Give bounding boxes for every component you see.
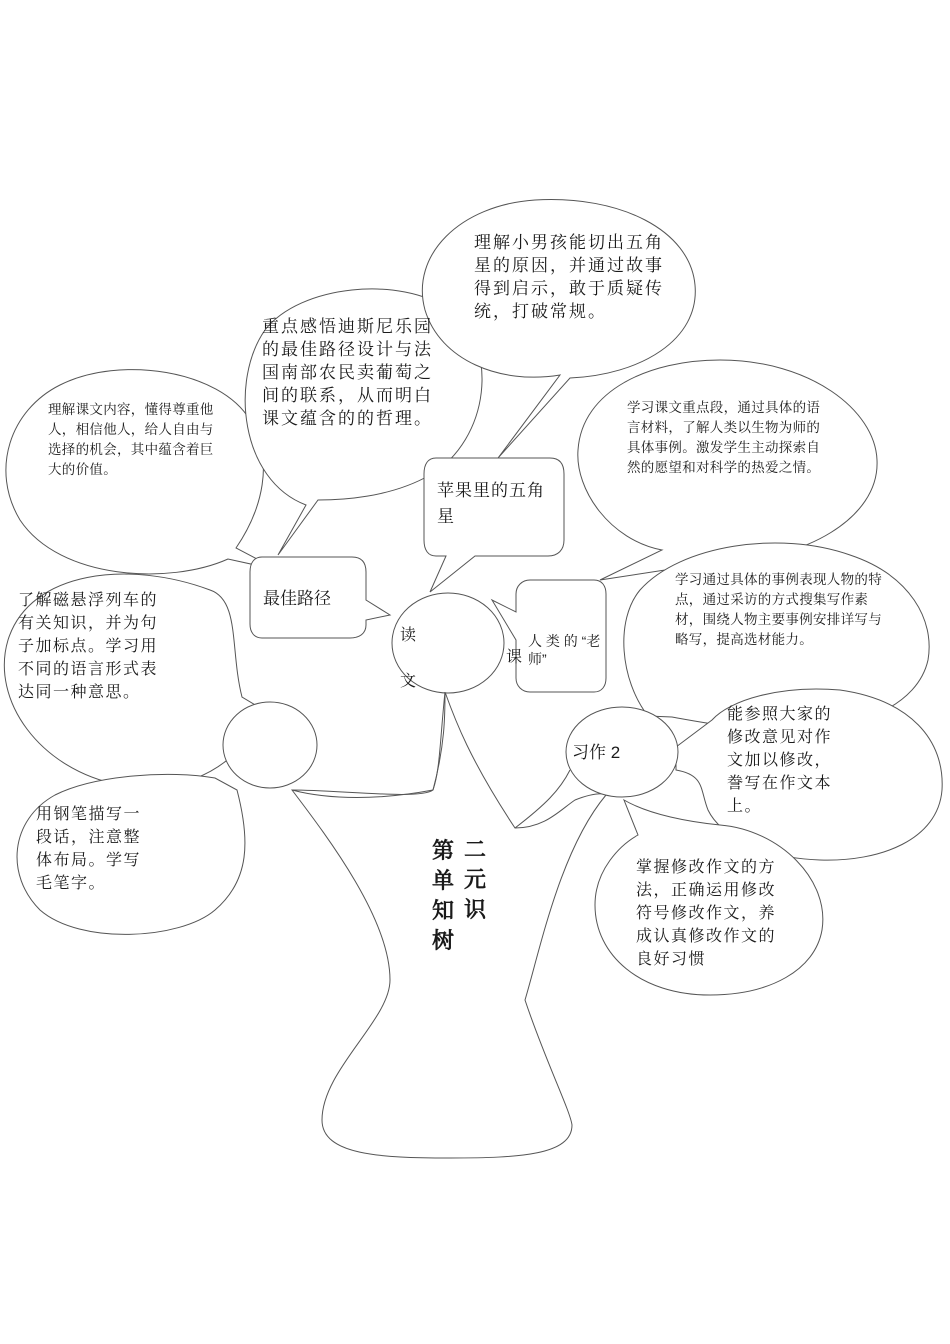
bubble-bionics-text: 学习课文重点段，通过具体的语言材料，了解人类以生物为师的具体事例。激发学生主动探索自然的愿望和对科学的热爱之情。 [627, 400, 821, 476]
bubble-revise-text: 能参照大家的修改意见对作文加以修改，誊写在作文本上。 [727, 704, 833, 815]
bubble-maglev-text: 了解磁悬浮列车的有关知识，并为句子加标点。学习用不同的语言形式表达同一种意思。 [18, 590, 159, 701]
lesson-apple-star: 苹果里的五角星 [437, 481, 545, 526]
lesson-best-path: 最佳路径 [263, 589, 331, 608]
writing-circle [223, 702, 317, 788]
bubble-star-text: 理解小男孩能切出五角星的原因，并通过故事得到启示，敢于质疑传统，打破常规。 [474, 233, 664, 322]
bubble-portrait-text: 学习通过具体的事例表现人物的特点，通过采访的方式搜集写作素材，围绕人物主要事例安排详写与略写，提高选材能力。 [675, 572, 882, 648]
bubble-method-text: 掌握修改作文的方法，正确运用修改符号修改作文，养成认真修改作文的良好习惯 [636, 857, 776, 968]
tree-title-left: 第单知树 [431, 839, 454, 954]
composition-label: 习作 2 [572, 743, 621, 762]
char-du: 读 [400, 625, 417, 644]
bubble-disney-text: 重点感悟迪斯尼乐园的最佳路径设计与法国南部农民卖葡萄之间的联系，从而明白课文蕴含的的哲理。 [262, 317, 433, 429]
tree-title-right: 二元识 [463, 838, 486, 923]
bubble-respect-text: 理解课文内容，懂得尊重他人，相信他人，给人自由与选择的机会，其中蕴含着巨大的价值。 [48, 402, 214, 478]
bubble-pen-text: 用钢笔描写一段话，注意整体布局。学写毛笔字。 [36, 804, 142, 892]
char-ke: 课 [506, 647, 523, 666]
char-wen: 文 [400, 671, 417, 690]
lesson-human-teacher: 人 类 的 “老师” [528, 633, 601, 667]
